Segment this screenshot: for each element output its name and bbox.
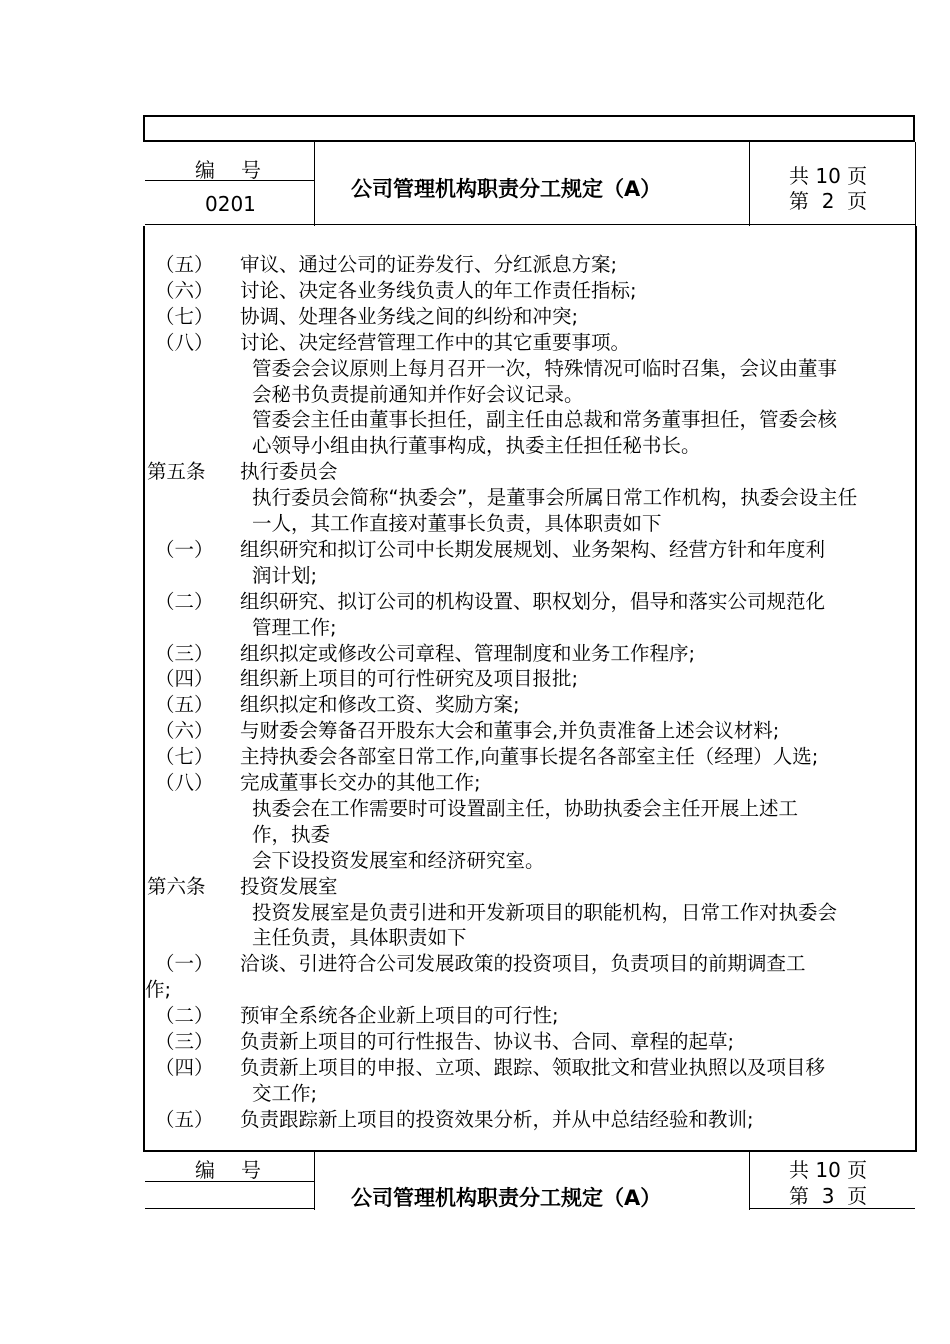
item-number: （七）: [155, 304, 214, 328]
content-line: 执行委员会简称“执委会”，是董事会所属日常工作机构，执委会设主任: [252, 486, 858, 510]
item-number: 第五条: [147, 460, 206, 484]
content-line: 投资发展室是负责引进和开发新项目的职能机构，日常工作对执委会: [252, 900, 838, 924]
content-line: 与财委会筹备召开股东大会和董事会,并负责准备上述会议材料;: [240, 719, 780, 743]
content-line: 作;: [145, 978, 172, 1002]
content-line: 负责新上项目的可行性报告、协议书、合同、章程的起草;: [240, 1030, 735, 1053]
content-line: 主任负责，具体职责如下: [252, 926, 467, 950]
content-line: 会秘书负责提前通知并作好会议记录。: [252, 382, 584, 406]
page-header-2: [143, 1152, 917, 1210]
item-number: （三）: [155, 641, 214, 665]
document-title: 公司管理机构职责分工规定（A）: [351, 177, 662, 201]
item-number: （七）: [155, 745, 214, 769]
item-number: （五）: [155, 693, 214, 717]
content-line: 会下设投资发展室和经济研究室。: [252, 848, 545, 872]
content-line: 组织研究、拟订公司的机构设置、职权划分，倡导和落实公司规范化: [240, 589, 826, 613]
content-line: 管委会会议原则上每月召开一次，特殊情况可临时召集，会议由董事: [252, 356, 838, 380]
content-line: 讨论、决定各业务线负责人的年工作责任指标;: [240, 278, 637, 302]
content-line: 协调、处理各业务线之间的纠纷和冲突;: [240, 304, 579, 328]
code-label: 编号: [195, 158, 287, 182]
content-line: 负责新上项目的申报、立项、跟踪、领取批文和营业执照以及项目移: [240, 1055, 826, 1079]
content-line: 作，执委: [252, 822, 331, 846]
total-pages: 共 10 页: [789, 164, 868, 188]
content-line: 管理工作;: [252, 615, 337, 639]
code-value: 0201: [205, 192, 256, 216]
content-line: 预审全系统各企业新上项目的可行性;: [240, 1004, 559, 1028]
content-line: 投资发展室: [240, 874, 338, 898]
content-box: [143, 226, 917, 1152]
item-number: （六）: [155, 719, 214, 743]
content-line: 完成董事长交办的其他工作;: [240, 771, 481, 794]
code-label-2: 编号: [195, 1158, 287, 1182]
item-number: （八）: [155, 330, 214, 354]
content-line: 执委会在工作需要时可设置副主任，协助执委会主任开展上述工: [252, 796, 799, 820]
item-number: （四）: [155, 1055, 214, 1079]
content-line: 审议、通过公司的证券发行、分红派息方案;: [240, 253, 618, 276]
current-page-2: 第 3 页: [789, 1184, 868, 1208]
content-line: 管委会主任由董事长担任，副主任由总裁和常务董事担任，管委会核: [252, 408, 838, 432]
item-number: （八）: [155, 771, 214, 794]
content-line: 负责跟踪新上项目的投资效果分析，并从中总结经验和教训;: [240, 1107, 754, 1131]
content-line: 组织拟定和修改工资、奖励方案;: [240, 693, 520, 717]
item-number: （一）: [155, 952, 214, 976]
content-line: 一人，其工作直接对董事长负责，具体职责如下: [252, 512, 662, 535]
content-line: 组织研究和拟订公司中长期发展规划、业务架构、经营方针和年度利: [240, 537, 826, 561]
page-header-1: [143, 142, 917, 226]
item-number: （二）: [155, 1004, 214, 1028]
content-line: 执行委员会: [240, 460, 338, 484]
content-line: 主持执委会各部室日常工作,向董事长提名各部室主任（经理）人选;: [240, 745, 819, 769]
item-number: 第六条: [147, 874, 206, 898]
current-page: 第 2 页: [789, 189, 868, 213]
item-number: （五）: [155, 253, 214, 276]
item-number: （二）: [155, 589, 214, 613]
content-line: 讨论、决定经营管理工作中的其它重要事项。: [240, 330, 631, 354]
item-number: （四）: [155, 667, 214, 691]
document-title-2: 公司管理机构职责分工规定（A）: [351, 1186, 662, 1210]
content-line: 润计划;: [252, 563, 318, 587]
content-line: 组织新上项目的可行性研究及项目报批;: [240, 667, 579, 691]
content-line: 组织拟定或修改公司章程、管理制度和业务工作程序;: [240, 641, 696, 665]
content-line: 洽谈、引进符合公司发展政策的投资项目，负责项目的前期调查工: [240, 952, 806, 976]
content-line: 交工作;: [252, 1081, 318, 1105]
item-number: （五）: [155, 1107, 214, 1131]
item-number: （三）: [155, 1030, 214, 1053]
item-number: （一）: [155, 537, 214, 561]
top-empty-box: [143, 115, 915, 142]
total-pages-2: 共 10 页: [789, 1158, 868, 1182]
item-number: （六）: [155, 278, 214, 302]
content-line: 心领导小组由执行董事构成，执委主任担任秘书长。: [252, 434, 701, 458]
